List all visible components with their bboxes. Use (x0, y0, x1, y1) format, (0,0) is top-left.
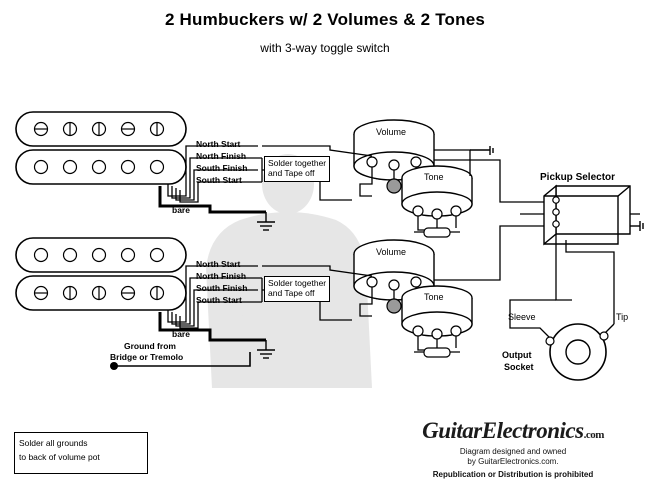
label-socket: Socket (504, 362, 534, 372)
brand-name-text: GuitarElectronics (422, 418, 584, 443)
ground-lug-neck-volume (387, 179, 401, 193)
jack-tip-lug (600, 332, 608, 340)
callout-solder-together-bridge (264, 276, 330, 302)
label-volume-bridge: Volume (376, 247, 407, 257)
callout-solder-together-neck (264, 156, 330, 182)
brand-name (390, 418, 636, 444)
ground-symbol-neck-pot (470, 146, 493, 155)
label-tone-neck: Tone (424, 172, 444, 182)
brand-warning: Republication or Distribution is prohibited (432, 469, 594, 479)
label-tone-bridge: Tone (424, 292, 444, 302)
label-pickup-selector: Pickup Selector (540, 172, 616, 183)
bridge-humbucker (16, 238, 186, 310)
page-title: 2 Humbuckers w/ 2 Volumes & 2 Tones (164, 10, 486, 29)
brand-credit-line1: Diagram designed and owned (459, 447, 567, 456)
label-ground-from: Ground from (124, 341, 176, 351)
page-subtitle: with 3-way toggle switch (260, 41, 390, 55)
callout-line1: Solder together (268, 158, 327, 168)
brand-credit-line2: by GuitarElectronics.com. (467, 457, 559, 467)
label-tip: Tip (616, 312, 629, 322)
legend-box (14, 432, 148, 474)
ground-symbol-neck (257, 212, 275, 230)
callout-line1: Solder together (268, 278, 327, 288)
neck-humbucker (16, 112, 186, 184)
callout-line2: and Tape off (268, 287, 315, 298)
label-neck-north-finish: North Finish (196, 151, 247, 161)
label-volume-neck: Volume (376, 127, 407, 137)
brand-logo (390, 418, 636, 480)
label-neck-north-start: North Start (196, 139, 241, 149)
callout-line2: and Tape off (268, 167, 315, 178)
label-output: Output (502, 350, 532, 360)
label-bridge-north-finish: North Finish (196, 271, 247, 281)
ground-symbol-selector (630, 221, 643, 231)
label-sleeve: Sleeve (508, 312, 536, 322)
label-bridge-or-tremolo: Bridge or Tremolo (110, 352, 184, 362)
label-bridge-south-start: South Start (196, 295, 242, 305)
ground-symbol-bridge (257, 340, 275, 358)
output-jack (528, 324, 614, 380)
label-bridge-bare: bare (172, 329, 190, 339)
ground-lug-bridge-volume (387, 299, 401, 313)
label-neck-south-finish: South Finish (196, 163, 248, 173)
brand-name-suffix: .com (583, 429, 604, 441)
ground-wire-end (110, 362, 118, 370)
jack-sleeve-lug (546, 337, 554, 345)
label-bridge-south-finish: South Finish (196, 283, 248, 293)
label-bridge-north-start: North Start (196, 259, 241, 269)
legend-line1: Solder all grounds (19, 438, 88, 448)
label-neck-bare: bare (172, 205, 190, 215)
label-neck-south-start: South Start (196, 175, 242, 185)
legend-line2: to back of volume pot (19, 452, 100, 462)
pickup-selector-switch (520, 186, 630, 244)
